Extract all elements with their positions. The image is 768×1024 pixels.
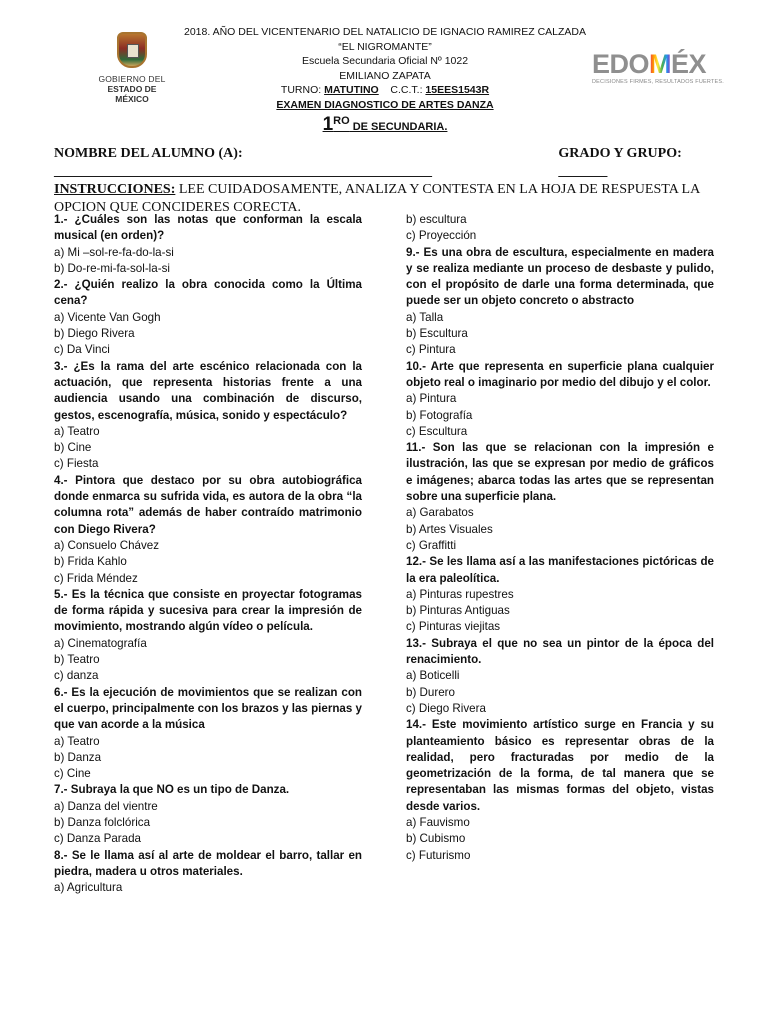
grade-level xyxy=(180,114,590,135)
edomex-logo xyxy=(592,50,742,96)
edomex-prefix: EDO xyxy=(592,49,650,79)
answer-option[interactable]: a) Danza del vientre xyxy=(54,799,158,813)
question-text: 12.- Se les llama así a las manifestaciones pictóricas de la era paleolítica. xyxy=(406,555,714,585)
gov-logo-line1: GOBIERNO DEL xyxy=(98,74,166,84)
answer-option[interactable]: a) Consuelo Chávez xyxy=(54,538,160,552)
answer-option[interactable]: b) Fotografía xyxy=(406,408,473,422)
answer-option[interactable]: a) Garabatos xyxy=(406,506,474,520)
heading-line-school-name: EMILIANO ZAPATA xyxy=(339,69,431,82)
cct-label: C.C.T.: xyxy=(390,84,426,96)
instructions-text: LEE CUIDADOSAMENTE, ANALIZA Y CONTESTA EN LA HOJA DE RESPUESTA LA OPCION QUE CONCIDERES CORECTA. xyxy=(54,182,700,215)
gov-logo-line2: ESTADO DE MÉXICO xyxy=(107,84,157,104)
gobierno-estado-mexico-logo xyxy=(92,32,172,112)
answer-option[interactable]: c) Diego Rivera xyxy=(406,701,486,715)
heading-line-anniversary: 2018. AÑO DEL VICENTENARIO DEL NATALICIO DE IGNACIO RAMIREZ CALZADA xyxy=(183,26,586,38)
answer-option[interactable]: c) danza xyxy=(54,669,99,683)
question-text: 3.- ¿Es la rama del arte escénico relacionada con la actuación, que representa historias frente a una audiencia usando una combinación de discurso, gestos, escenografía, música, sonido y espectáculo? xyxy=(54,359,362,422)
answer-option[interactable]: c) Pinturas viejitas xyxy=(406,620,501,634)
answer-option[interactable]: b) Escultura xyxy=(406,327,468,341)
answer-option[interactable]: b) Danza xyxy=(54,750,102,764)
answer-option[interactable]: b) Frida Kahlo xyxy=(54,555,127,569)
edomex-m-icon: M xyxy=(649,49,672,79)
coat-of-arms-icon xyxy=(117,32,147,68)
heading-line-turno xyxy=(180,83,590,98)
question-text: 6.- Es la ejecución de movimientos que se realizan con el cuerpo, principalmente con los brazos y las piernas y que van acorde a la música xyxy=(54,685,362,732)
question-text: 13.- Subraya el que no sea un pintor de la época del renacimiento. xyxy=(406,636,714,667)
student-name-row xyxy=(54,145,714,181)
answer-option[interactable]: a) Mi –sol-re-fa-do-la-si xyxy=(54,245,174,259)
question-text: 2.- ¿Quién realizo la obra conocida como la Última cena? xyxy=(54,278,362,308)
answer-option[interactable]: a) Teatro xyxy=(54,734,100,748)
answer-option[interactable]: c) Pintura xyxy=(406,343,456,357)
answer-option[interactable]: b) Teatro xyxy=(54,653,100,667)
answer-option[interactable]: a) Agricultura xyxy=(54,881,123,895)
answer-option[interactable]: b) Danza folclórica xyxy=(54,815,151,829)
question-text: 7.- Subraya la que NO es un tipo de Danza. xyxy=(54,783,290,797)
grade-number: 1 xyxy=(322,114,334,135)
answer-option[interactable]: a) Fauvismo xyxy=(406,815,470,829)
answer-option[interactable]: b) Diego Rivera xyxy=(54,327,135,341)
grade-superscript: RO xyxy=(333,115,350,127)
answer-option[interactable]: c) Frida Méndez xyxy=(54,571,138,585)
answer-option[interactable]: c) Proyección xyxy=(406,229,477,243)
answer-option[interactable]: c) Escultura xyxy=(406,424,468,438)
edomex-suffix: ÉX xyxy=(671,49,707,79)
grade-text: DE SECUNDARIA. xyxy=(349,121,448,133)
questions-column-right xyxy=(406,212,714,864)
answer-option[interactable]: c) Da Vinci xyxy=(54,343,110,357)
turno-label: TURNO: xyxy=(280,84,325,96)
question-text: 11.- Son las que se relacionan con la impresión e ilustración, las que se expresan por medio de gráficos e imágenes; abarca todas las artes que se representan sobre una superficie plana. xyxy=(406,441,714,504)
answer-option[interactable]: a) Pinturas rupestres xyxy=(406,587,514,601)
student-name-label: NOMBRE DEL ALUMNO (A): xyxy=(54,146,243,161)
answer-option[interactable]: b) Cubismo xyxy=(406,832,466,846)
question-text: 4.- Pintora que destaco por su obra autobiográfica donde enmarca su sufrida vida, es autora de la obra “la columna rota” además de haber contraído matrimonio con Diego Rivera? xyxy=(54,473,362,536)
exam-title: EXAMEN DIAGNOSTICO DE ARTES DANZA xyxy=(276,98,494,111)
question-text: 9.- Es una obra de escultura, especialmente en madera y se realiza mediante un proceso de desbaste y pulido, con el propósito de darle una forma determinada, que puede ser un objeto concreto o abstracto xyxy=(406,245,714,308)
question-text: 8.- Se le llama así al arte de moldear el barro, tallar en piedra, madera u otros materiales. xyxy=(54,848,362,878)
answer-option[interactable]: b) Cine xyxy=(54,441,92,455)
answer-option[interactable]: c) Danza Parada xyxy=(54,832,141,846)
answer-option[interactable]: a) Teatro xyxy=(54,424,100,438)
answer-option[interactable]: c) Graffitti xyxy=(406,538,457,552)
answer-option[interactable]: c) Fiesta xyxy=(54,457,99,471)
question-text: 1.- ¿Cuáles son las notas que conforman la escala musical (en orden)? xyxy=(54,213,362,243)
question-text: 10.- Arte que representa en superficie plana cualquier objeto real o imaginario por medio del dibujo y el color. xyxy=(406,359,714,389)
grade-group-field[interactable] xyxy=(558,145,714,181)
answer-option[interactable]: c) Futurismo xyxy=(406,848,471,862)
questions-column-left xyxy=(54,212,362,896)
question-text: 14.- Este movimiento artístico surge en Francia y su planteamiento básico es representar obras de la realidad, pero fracturadas por medio de la geometrización de la forma, de tal manera que se representaban las mismas formas del objeto, vistas desde varios. xyxy=(406,718,714,813)
edomex-tagline: DECISIONES FIRMES, RESULTADOS FUERTES. xyxy=(592,79,724,85)
answer-option[interactable]: b) Pinturas Antiguas xyxy=(406,604,510,618)
student-name-blank: ______________________________________________________ xyxy=(54,164,432,179)
school-heading xyxy=(180,25,590,135)
answer-option[interactable]: a) Talla xyxy=(406,310,444,324)
student-name-field[interactable] xyxy=(54,145,558,181)
question-text: 5.- Es la técnica que consiste en proyectar fotogramas de forma rápida y sucesiva para crear la impresión de movimiento, mostrando algún vídeo o película. xyxy=(54,587,362,634)
instructions-label: INSTRUCCIONES: xyxy=(54,182,176,197)
answer-option[interactable]: b) Artes Visuales xyxy=(406,522,493,536)
answer-option[interactable]: c) Cine xyxy=(54,767,91,781)
heading-line-school: Escuela Secundaria Oficial Nº 1022 xyxy=(301,55,469,67)
turno-value: MATUTINO xyxy=(324,84,379,96)
grade-group-label: GRADO Y GRUPO: xyxy=(558,146,682,161)
answer-option[interactable]: a) Vicente Van Gogh xyxy=(54,310,161,324)
edomex-wordmark xyxy=(592,50,742,78)
answer-option[interactable]: b) escultura xyxy=(406,213,467,226)
answer-option[interactable]: a) Cinematografía xyxy=(54,636,147,650)
answer-option[interactable]: b) Do-re-mi-fa-sol-la-si xyxy=(54,261,170,275)
student-info xyxy=(54,145,714,217)
heading-line-nigromante: “EL NIGROMANTE” xyxy=(338,40,432,53)
answer-option[interactable]: a) Pintura xyxy=(406,392,457,406)
cct-value: 15EES1543R xyxy=(425,84,490,96)
answer-option[interactable]: a) Boticelli xyxy=(406,669,460,683)
answer-option[interactable]: b) Durero xyxy=(406,685,455,699)
document-header xyxy=(0,20,768,135)
grade-group-blank: _______ xyxy=(558,164,608,179)
